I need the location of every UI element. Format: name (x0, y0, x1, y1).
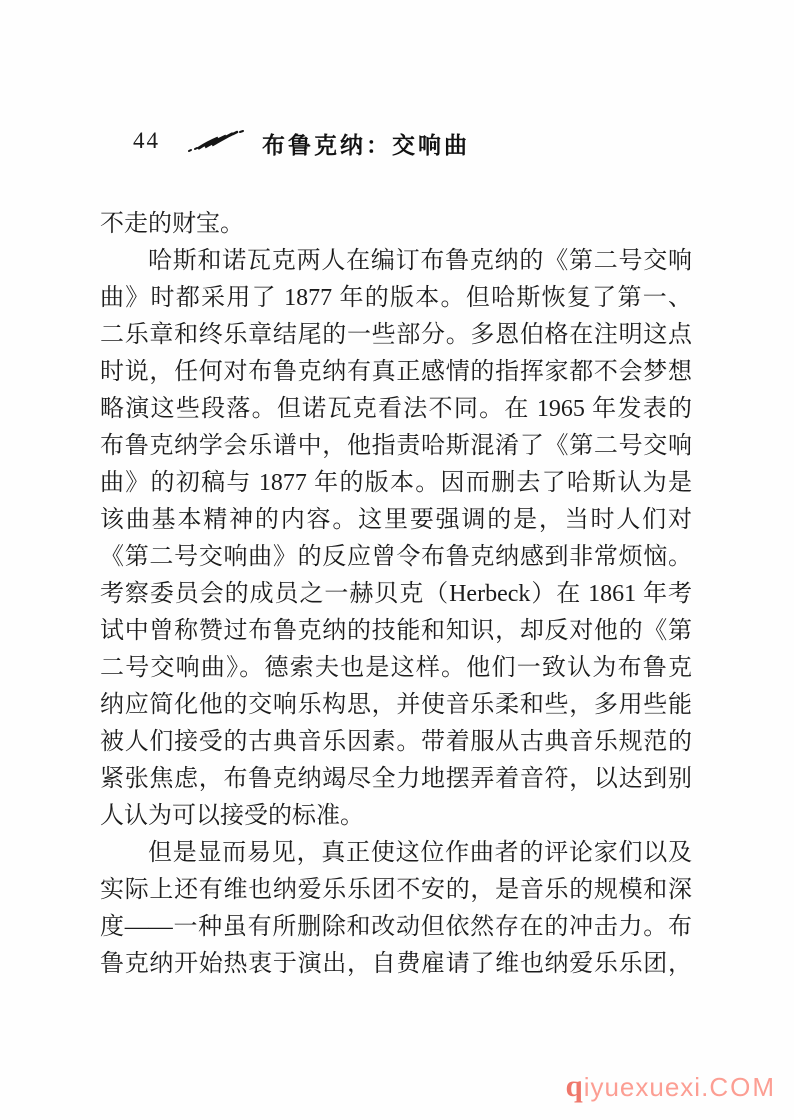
text-line: 哈斯和诺瓦克两人在编订布鲁克纳的《第二号交响 (148, 248, 692, 274)
page-header (100, 126, 700, 162)
text-line: 曲》时都采用了 1877 年的版本。但哈斯恢复了第一、 (100, 285, 692, 311)
text-line: 试中曾称赞过布鲁克纳的技能和知识，却反对他的《第 (100, 618, 692, 644)
text-line: 布鲁克纳学会乐谱中，他指责哈斯混淆了《第二号交响 (100, 433, 692, 459)
body-text (100, 206, 692, 983)
text-line: 人认为可以接受的标准。 (100, 803, 364, 829)
text-line: 该曲基本精神的内容。这里要强调的是，当时人们对 (100, 507, 692, 533)
text-line: 紧张焦虑，布鲁克纳竭尽全力地摆弄着音符，以达到别 (100, 766, 692, 792)
text-line: 被人们接受的古典音乐因素。带着服从古典音乐规范的 (100, 729, 692, 755)
text-line: 《第二号交响曲》的反应曾令布鲁克纳感到非常烦恼。 (100, 544, 692, 570)
pen-flourish-icon (185, 126, 247, 165)
text-line: 曲》的初稿与 1877 年的版本。因而删去了哈斯认为是 (100, 470, 692, 496)
running-title: 布鲁克纳：交响曲 (262, 132, 470, 158)
text-line: 时说，任何对布鲁克纳有真正感情的指挥家都不会梦想 (100, 359, 692, 385)
watermark-name: iyuexuexi (583, 1072, 702, 1102)
page-number: 44 (133, 128, 160, 153)
text-line: 二乐章和终乐章结尾的一些部分。多恩伯格在注明这点 (100, 322, 692, 348)
text-line: 考察委员会的成员之一赫贝克（Herbeck）在 1861 年考 (100, 581, 692, 607)
text-line: 实际上还有维也纳爱乐乐团不安的，是音乐的规模和深 (100, 877, 692, 903)
text-line: 二号交响曲》。德索夫也是这样。他们一致认为布鲁克 (100, 655, 692, 681)
text-line: 不走的财宝。 (100, 211, 244, 237)
watermark-initial: q (565, 1068, 584, 1103)
text-line: 但是显而易见，真正使这位作曲者的评论家们以及 (148, 840, 692, 866)
text-line: 度——一种虽有所删除和改动但依然存在的冲击力。布 (100, 914, 692, 940)
watermark-dot: . (701, 1072, 710, 1102)
text-line: 略演这些段落。但诺瓦克看法不同。在 1965 年发表的 (100, 396, 692, 422)
site-watermark (565, 1068, 776, 1104)
watermark-tld: COM (709, 1072, 776, 1102)
text-line: 鲁克纳开始热衷于演出，自费雇请了维也纳爱乐乐团， (100, 951, 692, 977)
text-line: 纳应简化他的交响乐构思，并使音乐柔和些，多用些能 (100, 692, 692, 718)
